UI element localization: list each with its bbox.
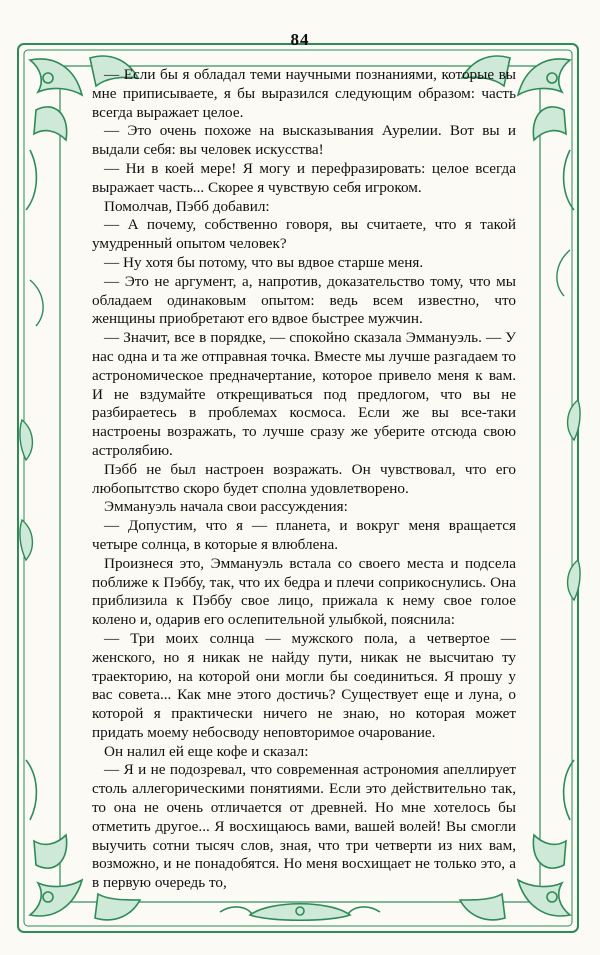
paragraph: Пэбб не был настроен возражать. Он чувствовал, что его любопытство скоро будет сполна удовлетворено. xyxy=(92,460,516,497)
paragraph: — Допустим, что я — планета, и вокруг меня вращается четыре солнца, в которые я влюблена. xyxy=(92,517,516,553)
paragraph: — Три моих солнца — мужского пола, а четвертое — женского, но я никак не найду пути, никак не высчитаю ту траекторию, на которой они могли бы соединиться. Я прошу у вас совета... Как мне этого достичь? Существует еще и луна, о которой я практически ничего не знаю, но которая может придать моему небосводу неповторимое очарование. xyxy=(92,629,516,741)
page-number: 84 xyxy=(290,30,310,49)
paragraph: Эммануэль начала свои рассуждения: xyxy=(104,498,348,516)
paragraph: — Это не аргумент, а, напротив, доказательство тому, что мы обладаем одинаковым опытом: ведь всем известно, что женщины приобретают его вдвое быстрее мужчин. xyxy=(92,272,516,328)
paragraph: — А почему, собственно говоря, вы считаете, что я такой умудренный опытом человек? xyxy=(92,216,516,253)
bottom-center-ornament xyxy=(220,904,380,921)
paragraph: — Ну хотя бы потому, что вы вдвое старше меня. xyxy=(104,253,424,271)
paragraph: Помолчав, Пэбб добавил: xyxy=(104,197,270,215)
paragraph: — Значит, все в порядке, — спокойно сказала Эммануэль. — У нас одна и та же отправная точка. Вместе мы лучше разгадаем то астрономическое предначертание, которое привело меня к вам. И не вздумайте открещиваться под предлогом, что вы не разбираетесь в проблемах космоса. Если же вы все-таки настроены возражать, то лучше сразу же уберите отсюда свою астролябию. xyxy=(92,329,516,459)
paragraph: Произнеся это, Эммануэль встала со своего места и подсела поближе к Пэббу, так, что их бедра и плечи соприкоснулись. Она приблизила к Пэббу свое лицо, прижала к нему свое голое колено и, одарив его ослепительной улыбкой, пояснила: xyxy=(92,554,516,629)
paragraph: — Это очень похоже на высказывания Аурелии. Вот вы и выдали себя: вы человек искусства! xyxy=(92,122,516,159)
paragraph: — Ни в коей мере! Я могу и перефразировать: целое всегда выражает часть... Скорее я чувствую себя игроком. xyxy=(92,159,516,196)
paragraph: — Если бы я обладал теми научными познаниями, которые вы мне приписываете, я бы выразился следующим образом: часть всегда выражает целое. xyxy=(92,66,516,121)
body-text xyxy=(92,66,516,893)
paragraph: Он налил ей еще кофе и сказал: xyxy=(104,742,309,760)
paragraph: — Я и не подозревал, что современная астрономия апеллирует столь аллегорическими понятиями. Если это действительно так, то она не очень отличается от древней. Но мне хотелось бы отметить другое... Я восхищаюсь вами, вашей волей! Вы смогли выучить сотни тысяч слов, зная, что три четверти из них вам, возможно, и не понадобятся. Но меня восхищает не только это, а в первую очередь то, xyxy=(92,761,516,892)
